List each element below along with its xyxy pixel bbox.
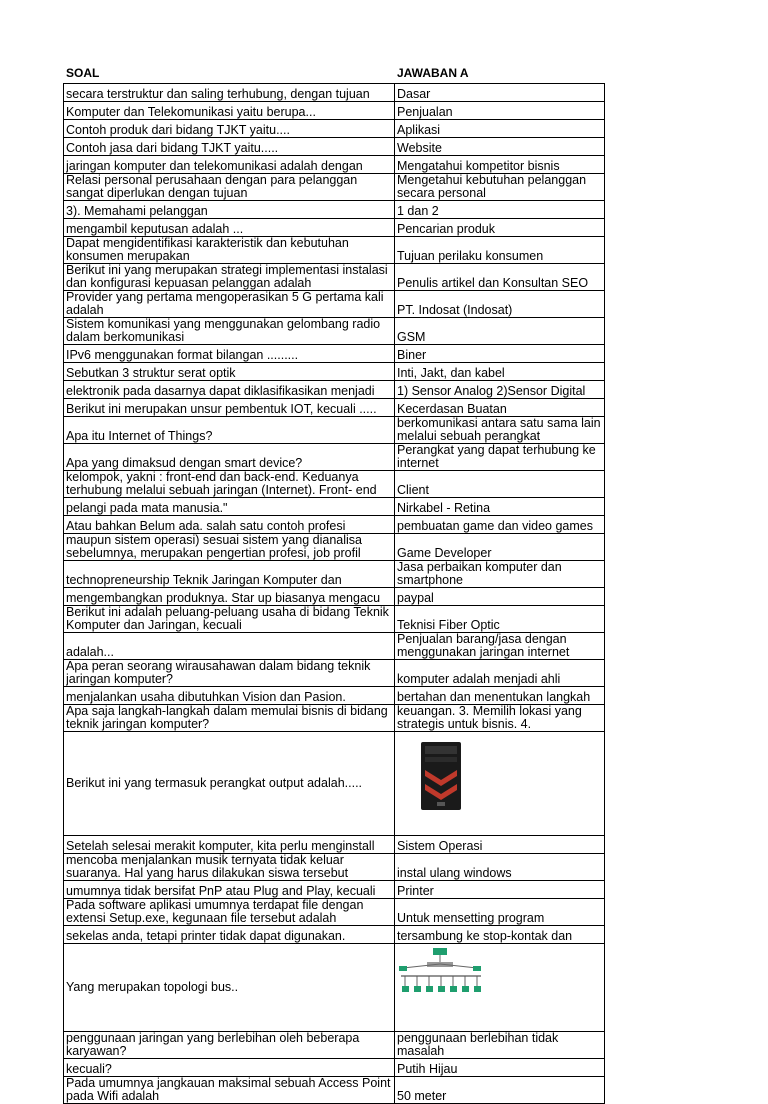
table-row [64,561,605,588]
question-table [63,83,605,1104]
table-row [64,1059,605,1077]
table-row [64,534,605,561]
table-row [64,219,605,237]
question-text: Pada software aplikasi umumnya terdapat file dengan extensi Setup.exe, kegunaan file tersebut adalah [66,899,364,925]
answer-text: Sistem Operasi [397,840,483,853]
table-row [64,687,605,705]
question-text: umumnya tidak bersifat PnP atau Plug and Play, kecuali [66,885,376,898]
answer-text: Game Developer [397,547,492,560]
question-cell[interactable] [64,363,395,381]
answer-cell[interactable] [395,471,605,498]
table-row [64,156,605,174]
answer-text: Penjualan [397,106,453,119]
answer-text: komputer adalah menjadi ahli [397,673,561,686]
answer-cell[interactable] [395,606,605,633]
question-cell[interactable] [64,174,395,201]
answer-text: 1 dan 2 [397,205,439,218]
question-text: pelangi pada mata manusia." [66,502,228,515]
question-text: Sebutkan 3 struktur serat optik [66,367,236,380]
question-cell[interactable] [64,471,395,498]
question-cell[interactable] [64,1059,395,1077]
answer-text: GSM [397,331,426,344]
table-row [64,444,605,471]
answer-cell[interactable] [395,516,605,534]
answer-cell[interactable] [395,291,605,318]
question-cell[interactable] [64,219,395,237]
answer-text: bertahan dan menentukan langkah [397,691,591,704]
question-cell[interactable] [64,606,395,633]
question-cell[interactable] [64,944,395,1032]
question-cell[interactable] [64,660,395,687]
question-text: Berikut ini yang termasuk perangkat output adalah..... [66,777,363,790]
question-cell[interactable] [64,156,395,174]
answer-text: Jasa perbaikan komputer dan smartphone [397,561,562,587]
question-cell[interactable] [64,291,395,318]
question-cell[interactable] [64,318,395,345]
answer-cell[interactable] [395,417,605,444]
answer-cell[interactable] [395,264,605,291]
question-text: menjalankan usaha dibutuhkan Vision dan Pasion. [66,691,346,704]
question-text: Provider yang pertama mengoperasikan 5 G pertama kali adalah [66,291,384,317]
question-text: mengembangkan produknya. Star up biasanya mengacu [66,592,381,605]
question-cell[interactable] [64,444,395,471]
answer-text: 50 meter [397,1090,447,1103]
answer-text: Penjualan barang/jasa dengan menggunakan jaringan internet [397,633,570,659]
answer-cell[interactable] [395,705,605,732]
answer-cell[interactable] [395,201,605,219]
question-text: mengambil keputusan adalah ... [66,223,244,236]
question-text: technopreneurship Teknik Jaringan Komputer dan [66,574,342,587]
table-row [64,854,605,881]
question-cell[interactable] [64,1032,395,1059]
table-row [64,102,605,120]
answer-cell[interactable] [395,836,605,854]
answer-cell[interactable] [395,944,605,1032]
answer-text: PT. Indosat (Indosat) [397,304,513,317]
answer-text: Teknisi Fiber Optic [397,619,500,632]
question-text: Berikut ini merupakan unsur pembentuk IOT, kecuali ..... [66,403,377,416]
answer-text: Printer [397,885,434,898]
table-row [64,588,605,606]
question-text: Contoh jasa dari bidang TJKT yaitu..... [66,142,279,155]
answer-text: Untuk mensetting program [397,912,545,925]
question-text: Relasi personal perusahaan dengan para pelanggan sangat diperlukan dengan tujuan [66,174,358,200]
question-text: elektronik pada dasarnya dapat diklasifikasikan menjadi [66,385,375,398]
table-row [64,363,605,381]
answer-text: pembuatan game dan video games [397,520,593,533]
answer-cell[interactable] [395,138,605,156]
table-row [64,1032,605,1059]
question-text: secara terstruktur dan saling terhubung, dengan tujuan [66,88,370,101]
answer-text: Mengetahui kebutuhan pelanggan secara personal [397,174,587,200]
answer-text: instal ulang windows [397,867,512,880]
answer-text: berkomunikasi antara satu sama lain melalui sebuah perangkat [397,417,601,443]
answer-text: Client [397,484,429,497]
answer-text: Website [397,142,442,155]
answer-cell[interactable] [395,1077,605,1104]
question-cell[interactable] [64,926,395,944]
table-row [64,732,605,836]
table-row [64,201,605,219]
question-cell[interactable] [64,705,395,732]
answer-text: tersambung ke stop-kontak dan [397,930,573,943]
answer-cell[interactable] [395,120,605,138]
question-text: Contoh produk dari bidang TJKT yaitu.... [66,124,290,137]
table-row [64,836,605,854]
answer-text: keuangan. 3. Memilih lokasi yang strategis untuk bisnis. 4. [397,705,582,731]
table-row [64,138,605,156]
table-row [64,291,605,318]
question-cell[interactable] [64,417,395,444]
table-row [64,926,605,944]
question-text: Berikut ini adalah peluang-peluang usaha di bidang Teknik Komputer dan Jaringan, kecuali [66,606,389,632]
answer-cell[interactable] [395,534,605,561]
column-header-soal: SOAL [66,66,100,80]
answer-cell[interactable] [395,318,605,345]
answer-cell[interactable] [395,444,605,471]
question-text: Berikut ini yang merupakan strategi implementasi instalasi dan konfigurasi kepuasan pelanggan adalah [66,264,388,290]
answer-text: Nirkabel - Retina [397,502,491,515]
table-row [64,705,605,732]
answer-cell[interactable] [395,84,605,102]
computer-case-image [417,740,465,812]
question-text: Pada umumnya jangkauan maksimal sebuah Access Point pada Wifi adalah [66,1077,391,1103]
question-text: Apa saja langkah-langkah dalam memulai bisnis di bidang teknik jaringan komputer? [66,705,388,731]
table-row [64,899,605,926]
answer-cell[interactable] [395,899,605,926]
table-row [64,498,605,516]
answer-cell[interactable] [395,1032,605,1059]
answer-text: Penulis artikel dan Konsultan SEO [397,277,589,290]
answer-text: Inti, Jakt, dan kabel [397,367,505,380]
answer-text: Biner [397,349,427,362]
answer-text: penggunaan berlebihan tidak masalah [397,1032,559,1058]
answer-cell[interactable] [395,102,605,120]
question-text: Sistem komunikasi yang menggunakan gelombang radio dalam berkomunikasi [66,318,381,344]
answer-text: Aplikasi [397,124,441,137]
answer-text: paypal [397,592,434,605]
table-row [64,606,605,633]
table-row [64,471,605,498]
answer-text: Perangkat yang dapat terhubung ke internet [397,444,596,470]
question-cell[interactable] [64,201,395,219]
table-row [64,944,605,1032]
table-row [64,381,605,399]
question-text: maupun sistem operasi) sesuai sistem yang dianalisa sebelumnya, merupakan pengertian profesi, job profil [66,534,362,560]
answer-cell[interactable] [395,498,605,516]
question-cell[interactable] [64,534,395,561]
answer-text: Tujuan perilaku konsumen [397,250,544,263]
question-cell[interactable] [64,345,395,363]
question-text: jaringan komputer dan telekomunikasi adalah dengan [66,160,363,173]
answer-cell[interactable] [395,588,605,606]
question-cell[interactable] [64,633,395,660]
question-cell[interactable] [64,732,395,836]
answer-cell[interactable] [395,345,605,363]
question-text: kecuali? [66,1063,112,1076]
question-cell[interactable] [64,687,395,705]
table-row [64,120,605,138]
answer-cell[interactable] [395,381,605,399]
question-text: sekelas anda, tetapi printer tidak dapat digunakan. [66,930,346,943]
question-cell[interactable] [64,399,395,417]
answer-cell[interactable] [395,633,605,660]
question-cell[interactable] [64,516,395,534]
question-text: Dapat mengidentifikasi karakteristik dan kebutuhan konsumen merupakan [66,237,349,263]
table-row [64,174,605,201]
answer-text: Mengatahui kompetitor bisnis [397,160,560,173]
question-text: kelompok, yakni : front-end dan back-end. Keduanya terhubung melalui sebuah jaringan (Internet). Front- end [66,471,377,497]
question-text: adalah... [66,646,114,659]
question-cell[interactable] [64,381,395,399]
question-text: Setelah selesai merakit komputer, kita perlu menginstall [66,840,375,853]
question-text: 3). Memahami pelanggan [66,205,208,218]
question-cell[interactable] [64,264,395,291]
answer-text: Kecerdasan Buatan [397,403,507,416]
table-row [64,264,605,291]
network-topology-image [397,946,483,996]
answer-cell[interactable] [395,237,605,264]
answer-text: Dasar [397,88,431,101]
answer-text: 1) Sensor Analog 2)Sensor Digital [397,385,586,398]
question-cell[interactable] [64,899,395,926]
answer-cell[interactable] [395,1059,605,1077]
question-cell[interactable] [64,836,395,854]
question-cell[interactable] [64,138,395,156]
answer-cell[interactable] [395,174,605,201]
column-header-jawaban: JAWABAN A [397,66,469,80]
answer-cell[interactable] [395,687,605,705]
question-text: Apa itu Internet of Things? [66,430,213,443]
answer-cell[interactable] [395,732,605,836]
question-cell[interactable] [64,561,395,588]
question-text: IPv6 menggunakan format bilangan ......... [66,349,299,362]
answer-cell[interactable] [395,399,605,417]
answer-cell[interactable] [395,926,605,944]
table-row [64,633,605,660]
question-cell[interactable] [64,854,395,881]
answer-cell[interactable] [395,363,605,381]
answer-cell[interactable] [395,219,605,237]
table-row [64,318,605,345]
question-text: Yang merupakan topologi bus.. [66,981,239,994]
answer-cell[interactable] [395,561,605,588]
table-row [64,417,605,444]
question-text: mencoba menjalankan musik ternyata tidak keluar suaranya. Hal yang harus dilakukan siswa tersebut [66,854,349,880]
question-text: Atau bahkan Belum ada. salah satu contoh profesi [66,520,346,533]
table-row [64,516,605,534]
table-row [64,345,605,363]
answer-cell[interactable] [395,881,605,899]
question-cell[interactable] [64,1077,395,1104]
table-row [64,399,605,417]
question-cell[interactable] [64,102,395,120]
question-cell[interactable] [64,84,395,102]
table-row [64,1077,605,1104]
answer-cell[interactable] [395,854,605,881]
question-cell[interactable] [64,588,395,606]
question-text: Apa yang dimaksud dengan smart device? [66,457,303,470]
question-text: Komputer dan Telekomunikasi yaitu berupa... [66,106,316,119]
question-cell[interactable] [64,120,395,138]
answer-text: Pencarian produk [397,223,495,236]
table-row [64,84,605,102]
table-row [64,237,605,264]
question-text: Apa peran seorang wirausahawan dalam bidang teknik jaringan komputer? [66,660,371,686]
question-cell[interactable] [64,237,395,264]
table-row [64,660,605,687]
question-cell[interactable] [64,881,395,899]
answer-text: Putih Hijau [397,1063,458,1076]
answer-cell[interactable] [395,156,605,174]
answer-cell[interactable] [395,660,605,687]
question-cell[interactable] [64,498,395,516]
table-row [64,881,605,899]
question-text: penggunaan jaringan yang berlebihan oleh beberapa karyawan? [66,1032,360,1058]
